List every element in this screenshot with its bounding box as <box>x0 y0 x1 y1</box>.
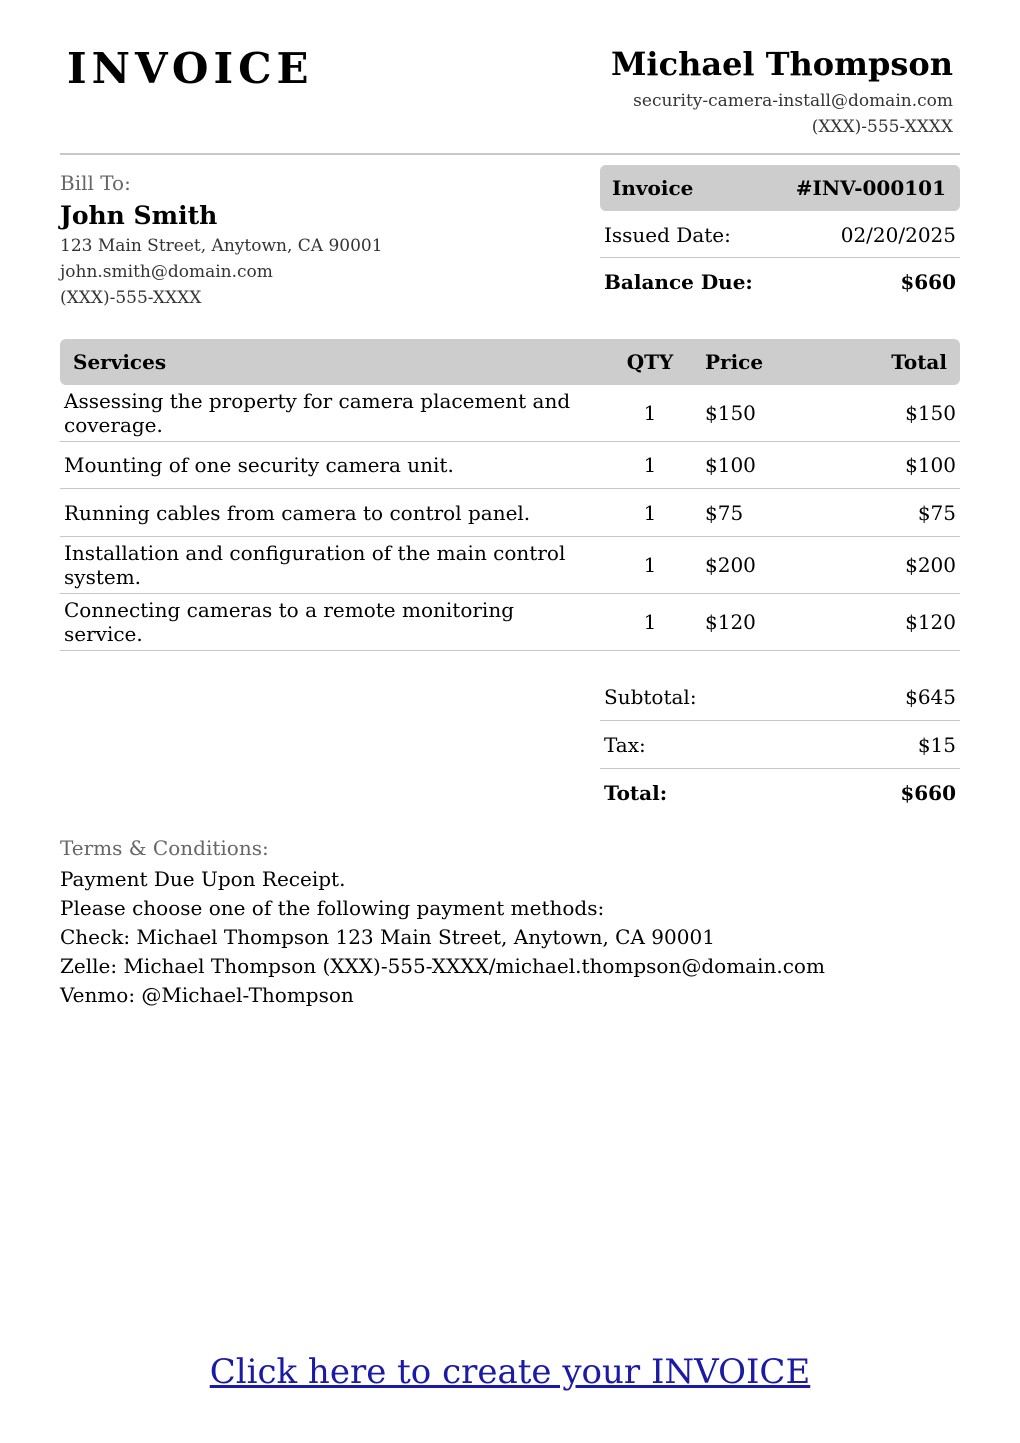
service-price: $150 <box>705 401 756 425</box>
service-qty: 1 <box>643 610 657 634</box>
terms-line: Please choose one of the following payment methods: <box>60 896 605 920</box>
client-phone: (XXX)-555-XXXX <box>60 288 202 308</box>
service-qty: 1 <box>643 553 657 577</box>
service-qty: 1 <box>643 401 657 425</box>
service-total: $120 <box>905 610 956 634</box>
subtotal-value: $645 <box>905 685 956 709</box>
services-header: Services <box>73 350 167 374</box>
terms-line: Payment Due Upon Receipt. <box>60 867 346 891</box>
invoice-title: INVOICE <box>67 44 314 93</box>
table-row <box>60 489 960 537</box>
tax-label: Tax: <box>604 733 646 757</box>
table-row <box>60 594 960 651</box>
balance-due-label: Balance Due: <box>604 270 753 294</box>
invoice-number-header <box>600 165 960 211</box>
price-header: Price <box>705 350 764 374</box>
service-price: $100 <box>705 453 756 477</box>
tax-row <box>600 722 960 769</box>
subtotal-row <box>600 674 960 721</box>
service-price: $75 <box>705 500 744 525</box>
table-row <box>60 537 960 594</box>
service-description: Installation and configuration of the main control system. <box>64 541 566 589</box>
sender-name: Michael Thompson <box>611 45 953 83</box>
sender-phone: (XXX)-555-XXXX <box>811 117 953 137</box>
header-divider <box>60 153 960 155</box>
issued-date-label: Issued Date: <box>604 222 731 247</box>
bill-to-label: Bill To: <box>60 171 131 195</box>
services-table-header <box>60 339 960 385</box>
client-email: john.smith@domain.com <box>60 262 273 282</box>
client-address: 123 Main Street, Anytown, CA 90001 <box>60 236 383 256</box>
service-qty: 1 <box>643 500 657 525</box>
table-row <box>60 385 960 442</box>
terms-line: Venmo: @Michael-Thompson <box>60 983 354 1007</box>
total-value: $660 <box>900 780 956 805</box>
issued-date-value: 02/20/2025 <box>840 222 956 247</box>
tax-value: $15 <box>917 733 956 757</box>
service-total: $75 <box>917 500 956 525</box>
create-invoice-link[interactable]: Click here to create your INVOICE <box>209 1352 811 1392</box>
total-label: Total: <box>604 780 668 805</box>
service-description: Connecting cameras to a remote monitoring service. <box>64 598 514 646</box>
service-description: Running cables from camera to control panel. <box>64 500 531 525</box>
balance-due-value: $660 <box>900 270 956 294</box>
sender-email: security-camera-install@domain.com <box>633 91 953 111</box>
invoice-label: Invoice <box>612 176 694 200</box>
service-description: Mounting of one security camera unit. <box>64 453 454 477</box>
service-qty: 1 <box>643 453 657 477</box>
table-row <box>60 442 960 489</box>
client-name: John Smith <box>60 201 218 230</box>
issued-date-row <box>600 212 960 258</box>
service-price: $120 <box>705 610 756 634</box>
service-total: $100 <box>905 453 956 477</box>
grand-total-row <box>600 769 960 816</box>
terms-line: Zelle: Michael Thompson (XXX)-555-XXXX/michael.thompson@domain.com <box>60 954 825 978</box>
service-description: Assessing the property for camera placement and coverage. <box>64 389 571 437</box>
service-total: $200 <box>905 553 956 577</box>
qty-header: QTY <box>626 350 674 374</box>
terms-label: Terms & Conditions: <box>60 836 269 860</box>
service-price: $200 <box>705 553 756 577</box>
balance-due-row <box>600 259 960 305</box>
total-header: Total <box>891 350 947 374</box>
subtotal-label: Subtotal: <box>604 685 697 709</box>
invoice-number: #INV-000101 <box>795 176 946 200</box>
service-total: $150 <box>905 401 956 425</box>
terms-line: Check: Michael Thompson 123 Main Street, Anytown, CA 90001 <box>60 925 715 949</box>
